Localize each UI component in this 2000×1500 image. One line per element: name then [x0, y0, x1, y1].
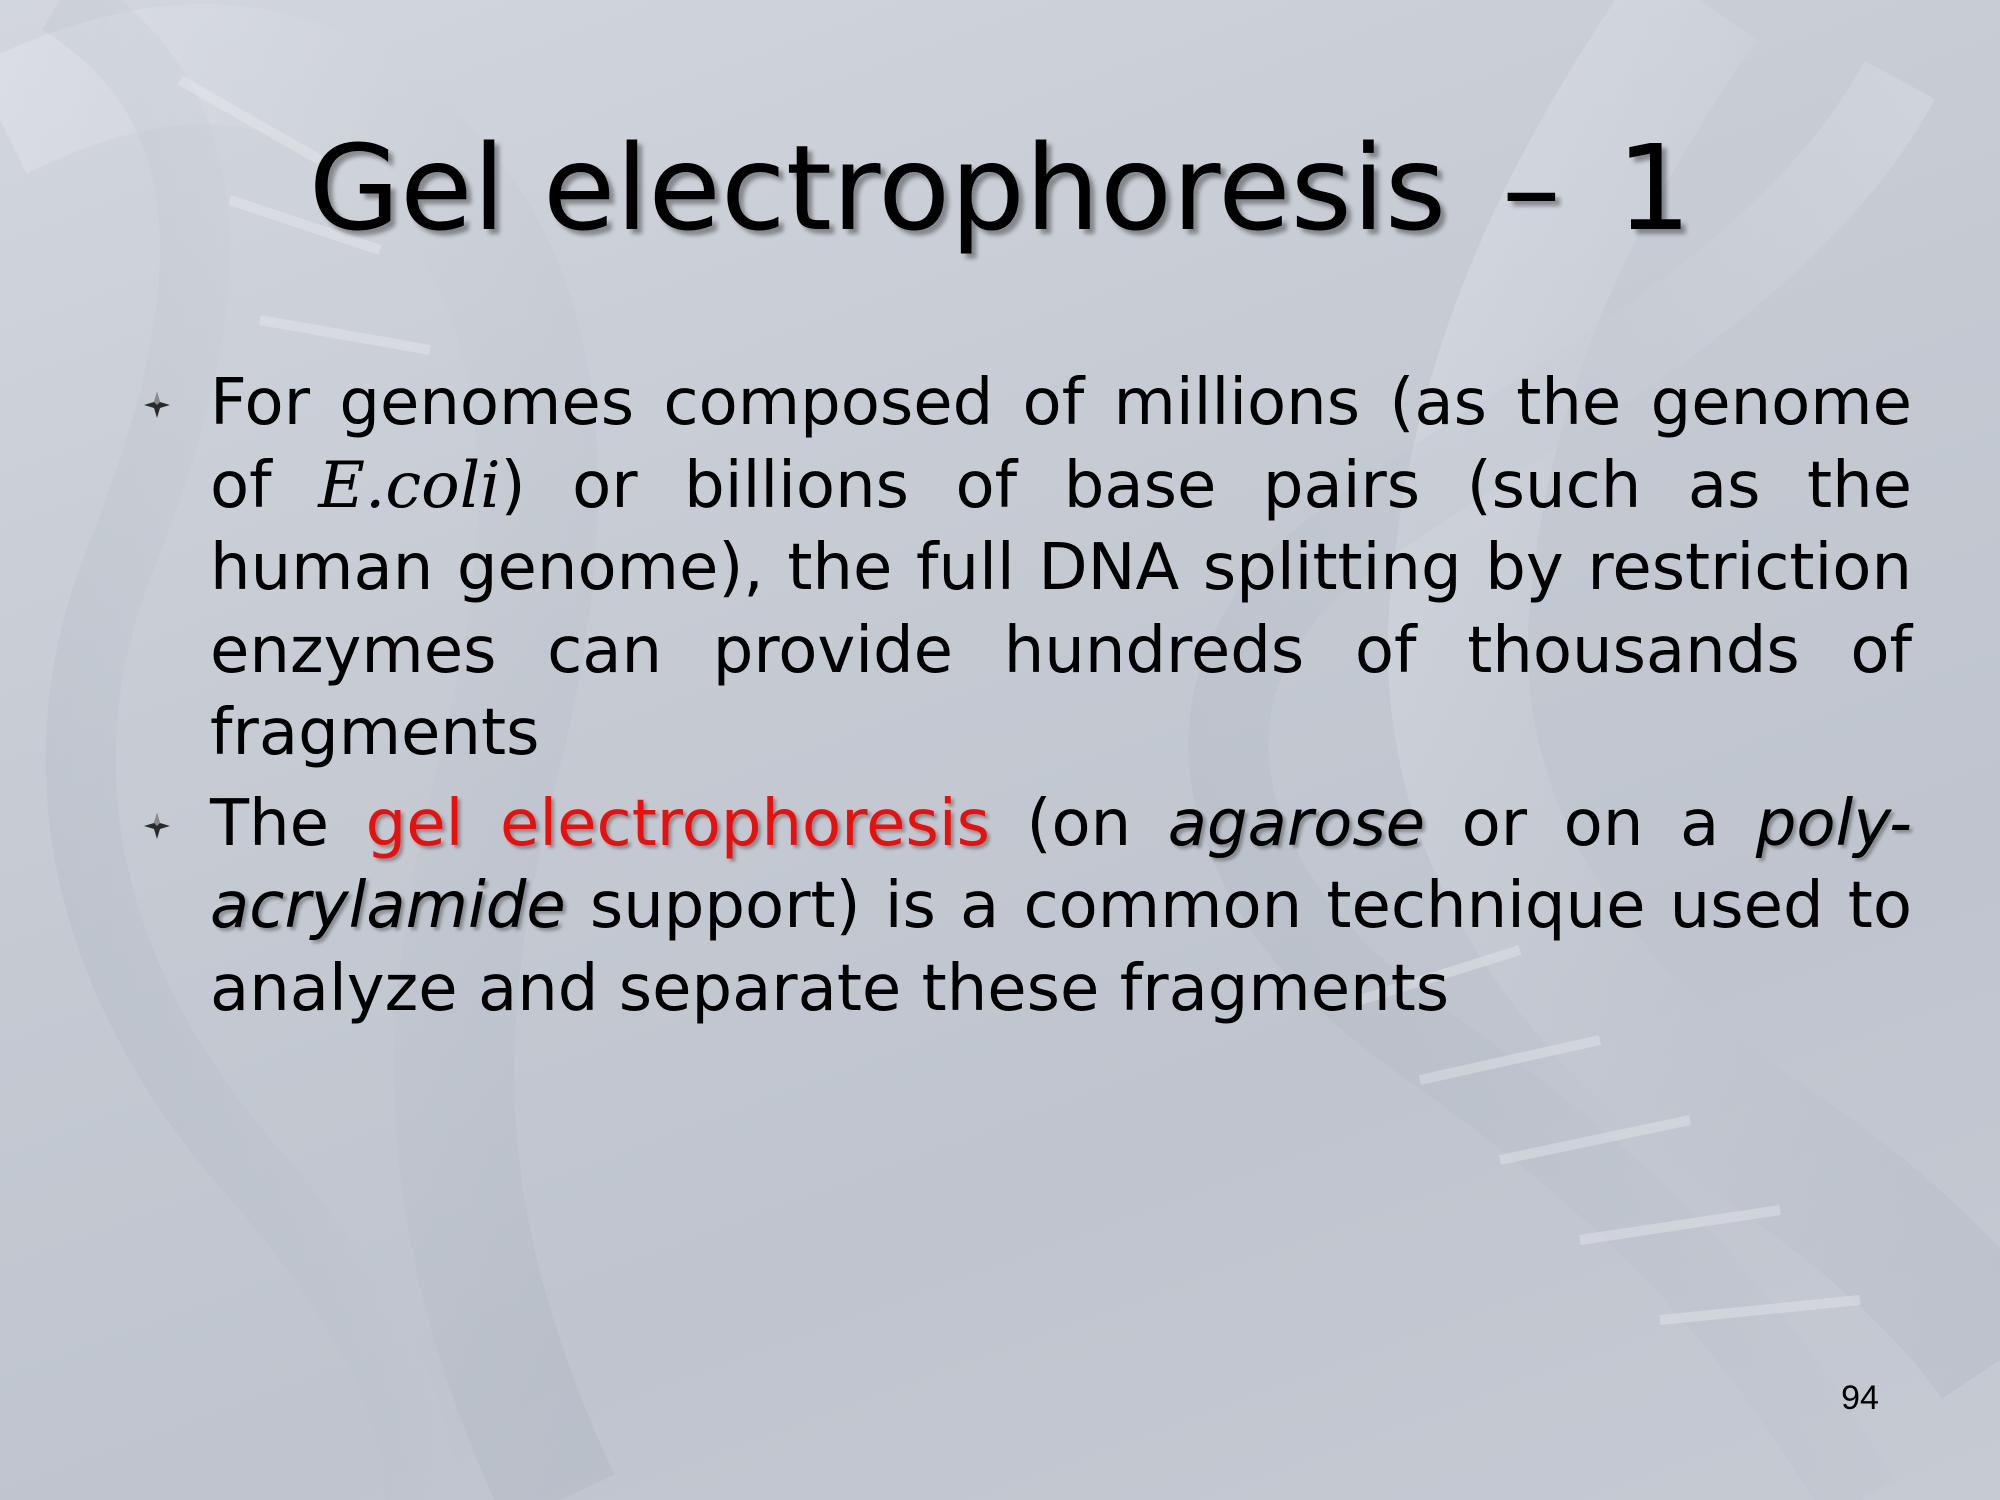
- bullet-item: [142, 362, 1912, 775]
- slide-title: [0, 118, 2000, 258]
- bullet-2-text-part-1: The: [210, 786, 366, 861]
- gel-electrophoresis-term: gel electrophoresis: [365, 786, 990, 861]
- agarose-term: agarose: [1167, 786, 1426, 861]
- bullet-2-text-part-4: support) is a common technique used to analyze and separate these fragments: [210, 869, 1912, 1026]
- slide-title-number: 1: [1616, 119, 1692, 257]
- bullet-2-text-part-2: (on: [989, 786, 1168, 861]
- slide-title-dash: –: [1501, 119, 1561, 257]
- bullet-1-text-part-2: ) or billions of base pairs (such as the human genome), the full DNA splitting by restriction enzymes can provide hundreds of thousands of fragments: [210, 448, 1913, 770]
- ecoli-term: E.coli: [318, 448, 501, 523]
- polyacrylamide-term: poly-acrylamide: [210, 786, 1912, 943]
- bullet-1-text-part-1: For genomes composed of millions (as the genome of: [210, 366, 1912, 523]
- bullet-text: [210, 783, 1912, 1031]
- bullet-text: [210, 362, 1912, 775]
- bullet-item: [142, 783, 1912, 1031]
- page-number: 94: [1841, 1379, 1879, 1417]
- four-point-star-bullet-icon: [142, 811, 172, 841]
- bullet-2-text-part-3: or on a: [1425, 786, 1756, 861]
- slide-title-text: Gel electrophoresis: [308, 119, 1447, 257]
- four-point-star-bullet-icon: [142, 390, 172, 420]
- bullet-list: [142, 362, 1912, 1038]
